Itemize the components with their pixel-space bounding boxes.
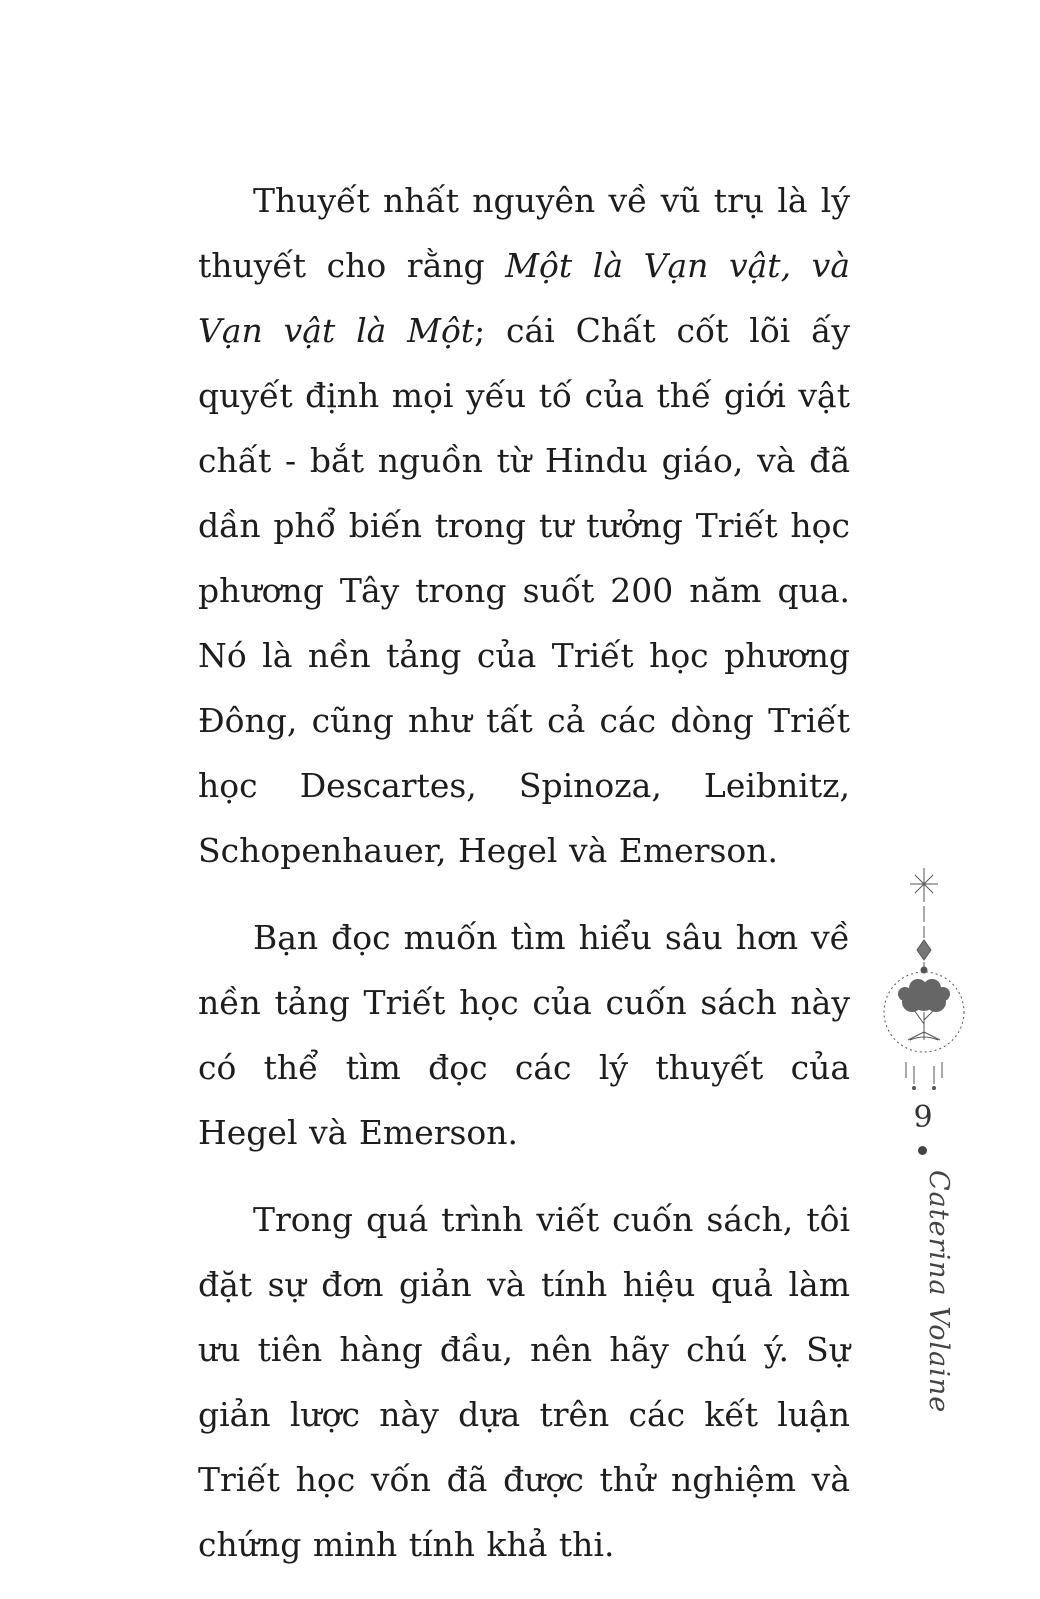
page-number: 9: [913, 1100, 933, 1135]
paragraph-1: [198, 168, 850, 883]
paragraph-1-start: Thuyết nhất nguyên về vũ trụ là lý thuyết cho rằng: [198, 181, 850, 285]
page-dot: [918, 1146, 927, 1155]
body-text: [198, 168, 850, 1599]
paragraph-1-end: ; cái Chất cốt lõi ấy quyết định mọi yếu tố của thế giới vật chất - bắt nguồn từ Hindu giáo, và đã dần phổ biến trong tư tưởng Triết học phương Tây trong suốt 200 năm qua. Nó là nền tảng của Triết học phương Đông, cũng như tất cả các dòng Triết học Descartes, Spinoza, Leibnitz, Schopenhauer, Hegel và Emerson.: [198, 311, 850, 870]
paragraph-2: Bạn đọc muốn tìm hiểu sâu hơn về nền tảng Triết học của cuốn sách này có thể tìm đọc các lý thuyết của Hegel và Emerson.: [198, 918, 850, 1152]
paragraph-1-italic: Một là Vạn vật, và Vạn vật là Một: [198, 246, 850, 350]
tree-of-life-icon: [880, 862, 976, 1092]
author-name: Caterina Volaine: [923, 1170, 954, 1414]
paragraph-3: Trong quá trình viết cuốn sách, tôi đặt sự đơn giản và tính hiệu quả làm ưu tiên hàng đầu, nên hãy chú ý. Sự giản lược này dựa trên các kết luận Triết học vốn đã được thử nghiệm và chứng minh tính khả thi.: [198, 1200, 850, 1564]
